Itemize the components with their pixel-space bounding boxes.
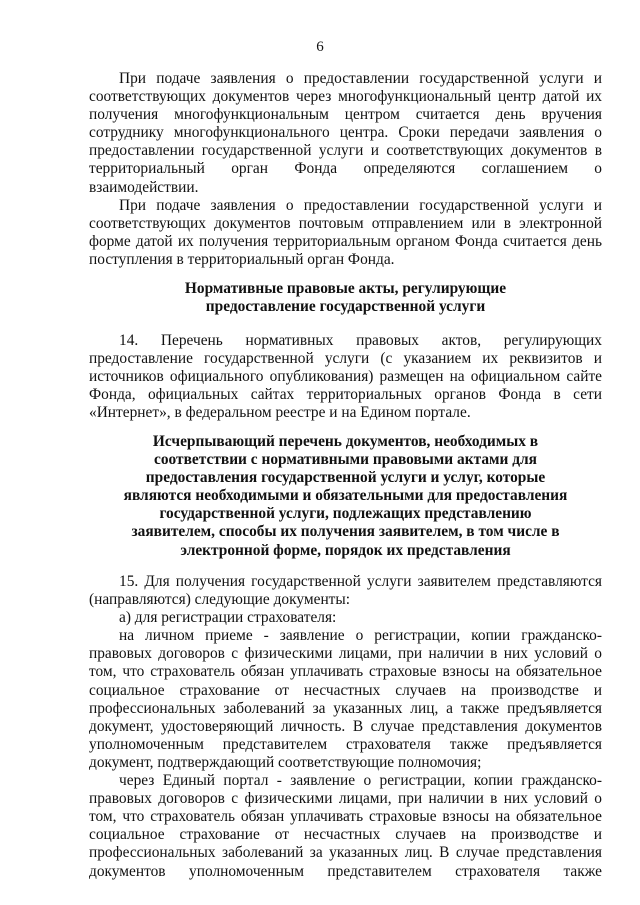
item-a: а) для регистрации страхователя: <box>119 609 337 627</box>
section-heading-legal-acts: Нормативные правовые акты, регулирующие предоставление государственной услуги <box>184 280 507 316</box>
portal-paragraph: через Единый портал - заявление о регистрации, копии гражданско-правовых договоров с физическими лицами, при наличии в них условий о том, что страхователь обязан уплачивать страховые взносы на обязательное социальное страхование от несчастных случаев на производстве и профессиональных заболеваний за указанных лиц. В случае представления документов уполномоченным представителем страхователя также <box>89 772 602 880</box>
paragraph-mfc: При подаче заявления о предоставлении государственной услуги и соответствующих документов через многофункциональный центр датой их получения многофункциональным центром считается день вручения сотруднику многофункционального центра. Сроки передачи заявления о предоставлении государственной услуги и соответствующих документов в территориальный орган Фонда определяются соглашением о взаимодействии. <box>89 70 602 196</box>
paragraph-14-wrap <box>89 332 602 422</box>
paragraph-mail: При подаче заявления о предоставлении государственной услуги и соответствующих документов почтовым отправлением или в электронной форме датой их получения территориальным органом Фонда считается день поступления в территориальный орган Фонда. <box>89 196 602 268</box>
submission-paragraphs <box>89 70 602 269</box>
section-heading-documents-wrap <box>89 433 602 560</box>
paragraph-14: 14. Перечень нормативных правовых актов, регулирующих предоставление государственной услуги (с указанием их реквизитов и источников официального опубликования) размещен на официальном сайте Фонда, официальных сайтах территориальных органов Фонда в сети «Интернет», в федеральном реестре и на Едином портале. <box>89 332 602 422</box>
paragraph-15-block <box>89 573 602 881</box>
paragraph-15: 15. Для получения государственной услуги заявителем представляются (направляются) следующие документы: <box>89 573 602 609</box>
page-number: 6 <box>316 39 324 55</box>
section-heading-documents: Исчерпывающий перечень документов, необходимых в соответствии с нормативными правовыми актами для предоставления государственной услуги и услуг, которые являются необходимыми и обязательными для предоставления государственной услуги, подлежащих представлению заявителем, способы их получения заявителем, в том числе в электронной форме, порядок их представления <box>123 433 568 559</box>
section-heading-legal-acts-wrap <box>89 280 602 316</box>
in-person-paragraph: на личном приеме - заявление о регистрации, копии гражданско-правовых договоров с физическими лицами, при наличии в них условий о том, что страхователь обязан уплачивать страховые взносы на обязательное социальное страхование от несчастных случаев на производстве и профессиональных заболеваний за указанных лиц, а также предъявляется документ, удостоверяющий личность. В случае представления документов уполномоченным представителем страхователя также предъявляется документ, подтверждающий соответствующие полномочия; <box>89 627 602 771</box>
